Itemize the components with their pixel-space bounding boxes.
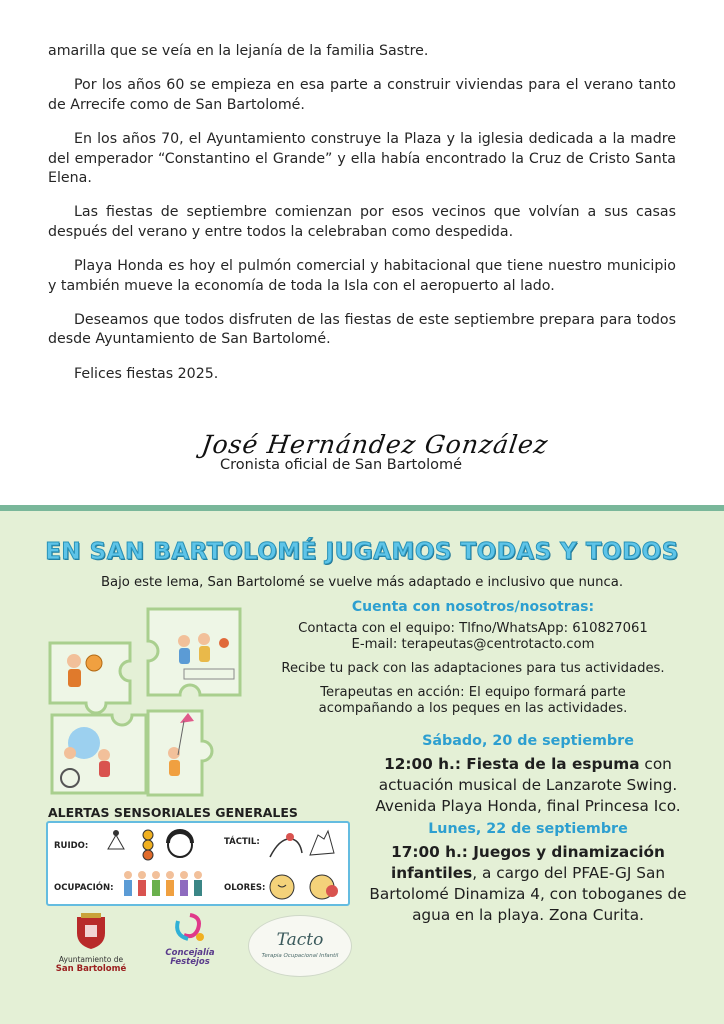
therapists-text xyxy=(258,685,688,717)
paragraph: Deseamos que todos disfruten de las fiestas de este septiembre prepara para todos desde Ayuntamiento de San Bartolomé. xyxy=(48,312,676,348)
alert-label-noise: RUIDO: xyxy=(54,841,89,851)
event-day-title: Lunes, 22 de septiembre xyxy=(428,821,628,837)
event-time: 17:00 h.: Juegos y dinamización infantiles xyxy=(390,843,665,882)
paragraph: Playa Honda es hoy el pulmón comercial y habitacional que tiene nuestro municipio y también mueve la economía de toda la Isla con el aeropuerto al lado. xyxy=(48,258,676,294)
closing-line: Felices fiestas 2025. xyxy=(74,365,219,382)
contact-phone: Contacta con el equipo: Tlfno/WhatsApp: 610827061 xyxy=(298,621,648,636)
event-description xyxy=(358,842,698,926)
therapists-line: Terapeutas en acción: El equipo formará parte xyxy=(320,685,626,700)
event-time: 12:00 h.: Fiesta de la espuma xyxy=(384,755,640,773)
festejos-line2: Festejos xyxy=(170,957,210,967)
sensory-alerts-box xyxy=(46,821,350,906)
contact-title: Cuenta con nosotros/nosotras: xyxy=(351,599,595,615)
crowd-icon xyxy=(120,867,210,903)
pack-text: Recibe tu pack con las adaptaciones para tus actividades. xyxy=(281,661,665,676)
touch-alert-icons xyxy=(266,827,342,861)
event-details: , a cargo del PFAE-GJ San Bartolomé Dinamiza 4, con toboganes de agua en la playa. Zona Curita. xyxy=(369,864,687,924)
events-section xyxy=(358,733,698,926)
alert-label-touch: TÁCTIL: xyxy=(224,837,260,847)
tacto-name: Tacto xyxy=(276,930,324,950)
signature-name: José Hernández González xyxy=(199,430,551,459)
panel-headline: EN SAN BARTOLOMÉ JUGAMOS TODAS Y TODOS xyxy=(45,539,679,565)
festejos-swirl-icon xyxy=(170,911,210,945)
puzzle-illustration xyxy=(44,603,248,799)
paragraph: Por los años 60 se empieza en esa parte a construir viviendas para el verano tanto de Arrecife como de San Bartolomé. xyxy=(48,77,676,113)
tacto-subtitle: Terapia Ocupacional Infantil xyxy=(261,953,339,959)
ayuntamiento-line1: Ayuntamiento de xyxy=(58,955,124,964)
coat-of-arms-icon xyxy=(75,911,107,949)
signature-title: Cronista oficial de San Bartolomé xyxy=(220,457,463,473)
festejos-line1: Concejalía xyxy=(165,948,215,958)
tacto-logo xyxy=(248,915,352,977)
paragraph: Las fiestas de septiembre comienzan por esos vecinos que volvían a sus casas después del verano y entre todos la celebraban como despedida. xyxy=(48,204,676,240)
therapists-line: acompañando a los peques en las actividades. xyxy=(318,701,628,716)
alert-label-smell: OLORES: xyxy=(224,883,266,893)
event-description xyxy=(358,754,698,817)
panel-subhead: Bajo este lema, San Bartolomé se vuelve más adaptado e inclusivo que nunca. xyxy=(100,575,624,590)
smell-alert-icons xyxy=(266,869,346,903)
contact-info xyxy=(258,621,688,653)
ayuntamiento-line2: San Bartolomé xyxy=(55,964,127,974)
paragraph: amarilla que se veía en la lejanía de la familia Sastre. xyxy=(48,43,429,59)
contact-email: E-mail: terapeutas@centrotacto.com xyxy=(351,637,595,652)
ayuntamiento-logo xyxy=(46,911,136,974)
event-day-title: Sábado, 20 de septiembre xyxy=(422,733,634,749)
signature-block xyxy=(190,430,560,473)
noise-alert-icons xyxy=(104,827,204,863)
alert-label-occupancy: OCUPACIÓN: xyxy=(54,883,114,893)
event-details: con actuación musical de Lanzarote Swing. Avenida Playa Honda, final Princesa Ico. xyxy=(375,755,681,815)
festejos-logo xyxy=(160,911,220,967)
contact-section xyxy=(258,599,688,717)
paragraph: En los años 70, el Ayuntamiento construye la Plaza y la iglesia dedicada a la madre del emperador “Constantino el Grande” y ella había encontrado la Cruz de Cristo Santa Elena. xyxy=(48,131,676,187)
alerts-title: ALERTAS SENSORIALES GENERALES xyxy=(48,805,298,820)
article-text xyxy=(48,42,676,399)
inclusive-panel xyxy=(0,505,724,1024)
